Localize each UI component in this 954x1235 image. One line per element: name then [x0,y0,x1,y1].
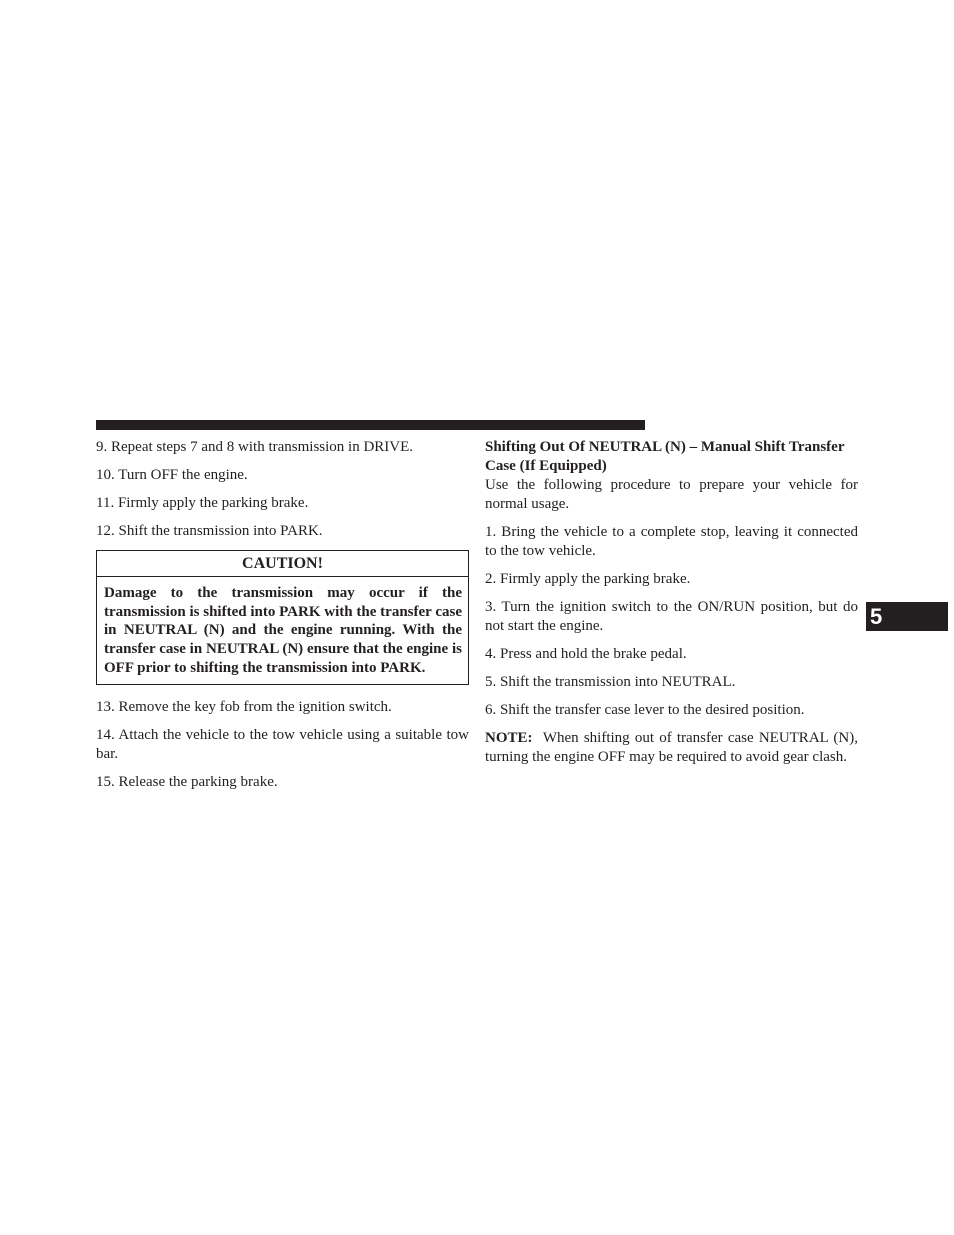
step-13: 13. Remove the key fob from the ignition switch. [96,698,392,715]
right-column [485,438,858,776]
section-tab: 5 [866,602,948,631]
intro-text: Use the following procedure to prepare your vehicle for normal usage. [485,477,858,512]
step-14: 14. Attach the vehicle to the tow vehicle using a suitable tow bar. [96,726,469,762]
step-4: 4. Press and hold the brake pedal. [485,646,687,662]
step-15: 15. Release the parking brake. [96,773,278,790]
step-12: 12. Shift the transmission into PARK. [96,523,323,539]
left-column [96,438,469,801]
step-1: 1. Bring the vehicle to a complete stop, leaving it connected to the tow vehicle. [485,524,858,559]
step-6: 6. Shift the transfer case lever to the desired position. [485,702,805,718]
step-11: 11. Firmly apply the parking brake. [96,495,309,511]
section-heading: Shifting Out Of NEUTRAL (N) – Manual Shift Transfer Case (If Equipped) [485,439,845,474]
step-3: 3. Turn the ignition switch to the ON/RUN position, but do not start the engine. [485,599,858,634]
caution-title: CAUTION! [97,551,468,577]
note-label: NOTE: [485,730,533,746]
step-9: 9. Repeat steps 7 and 8 with transmission in DRIVE. [96,439,414,455]
note-text: When shifting out of transfer case NEUTRAL (N), turning the engine OFF may be required to avoid gear clash. [485,730,858,765]
header-rule [96,420,645,430]
step-2: 2. Firmly apply the parking brake. [485,571,691,587]
step-5: 5. Shift the transmission into NEUTRAL. [485,674,736,690]
caution-body: Damage to the transmission may occur if the transmission is shifted into PARK with the transfer case in NEUTRAL (N) and the engine running. With the transfer case in NEUTRAL (N) ensure that the engine is OFF prior to shifting the transmission into PARK. [104,585,462,676]
caution-box [96,550,469,685]
step-10: 10. Turn OFF the engine. [96,467,248,483]
note [485,729,858,767]
